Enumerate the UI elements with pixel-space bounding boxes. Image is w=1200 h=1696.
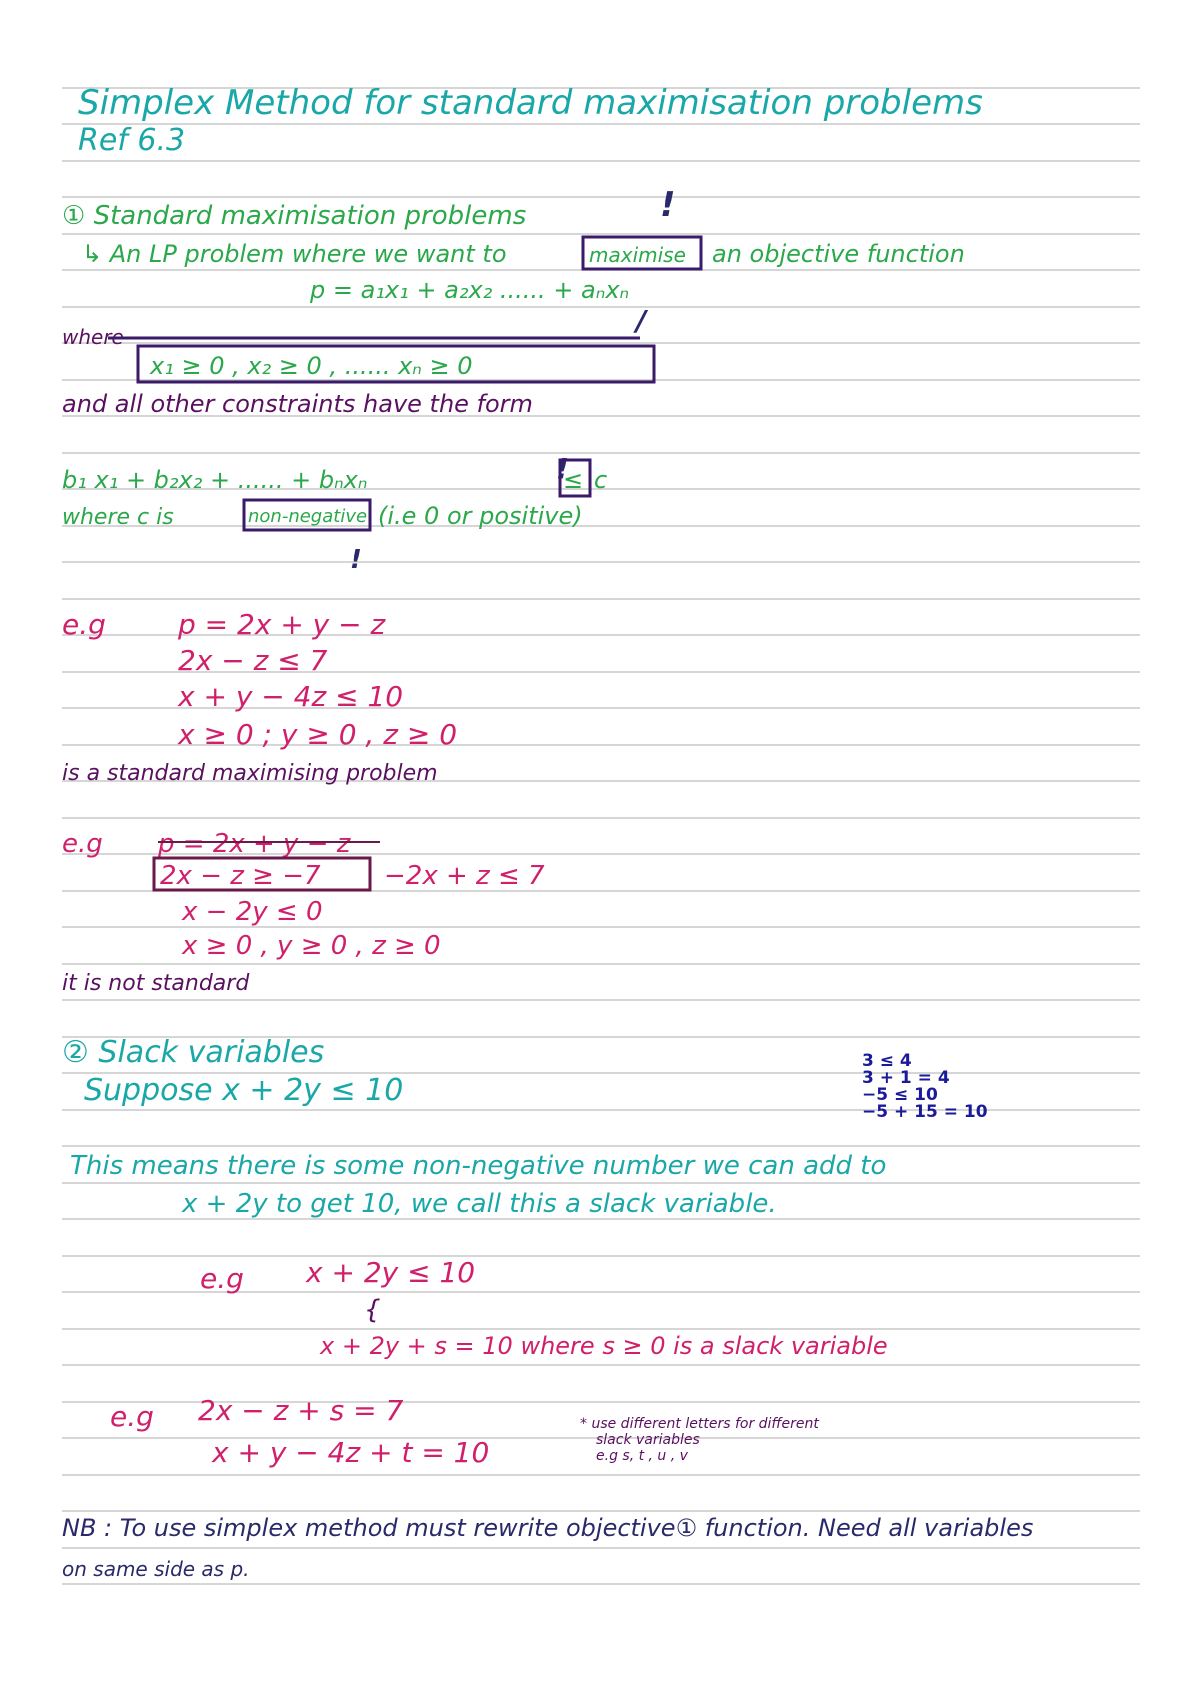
slack-note-2: slack variables [596, 1432, 700, 1448]
example2-rewrite: −2x + z ≤ 7 [384, 861, 545, 891]
inequality-rhs: c [594, 466, 608, 494]
side-note-3: −5 ≤ 10 [862, 1085, 938, 1105]
slack-eg-brace: { [364, 1295, 381, 1325]
reference-label: Ref 6.3 [78, 123, 186, 158]
where-c-prefix: where c is [62, 505, 174, 530]
inequality-form: b₁ x₁ + b₂x₂ + ...... + bₙxₙ [62, 466, 368, 494]
example1-label: e.g [62, 608, 106, 641]
nb-line-1: NB : To use simplex method must rewrite objective① function. Need all variables [62, 1514, 1034, 1542]
nb-line-2: on same side as p. [62, 1557, 250, 1581]
definition-suffix: an objective function [712, 240, 965, 268]
slack-note-3: e.g s, t , u , v [596, 1448, 688, 1464]
example1-line-3: x + y − 4z ≤ 10 [178, 680, 404, 713]
side-note-2: 3 + 1 = 4 [862, 1068, 950, 1088]
slack-eg-line-1: x + 2y ≤ 10 [306, 1256, 476, 1289]
example1-line-4: x ≥ 0 ; y ≥ 0 , z ≥ 0 [178, 718, 458, 751]
leq-symbol: ≤ [563, 466, 584, 494]
exclaim-mark: ! [660, 185, 676, 225]
definition-boxed-word: maximise [589, 243, 686, 267]
slack-eg2-line-2: x + y − 4z + t = 10 [212, 1436, 490, 1469]
side-note-1: 3 ≤ 4 [862, 1051, 912, 1071]
non-negativity-constraints: x₁ ≥ 0 , x₂ ≥ 0 , ...... xₙ ≥ 0 [150, 352, 473, 380]
example1-line-1: p = 2x + y − z [178, 608, 386, 641]
example2-boxed-line: 2x − z ≥ −7 [160, 861, 321, 891]
example2-line-4: x ≥ 0 , y ≥ 0 , z ≥ 0 [182, 931, 441, 961]
example2-label: e.g [62, 829, 103, 859]
slack-description-1: This means there is some non-negative number we can add to [70, 1151, 887, 1181]
objective-formula: p = a₁x₁ + a₂x₂ ...... + aₙxₙ [310, 276, 630, 304]
suppose-line: Suppose x + 2y ≤ 10 [84, 1073, 404, 1108]
exclaim-mark-2: / [636, 304, 647, 337]
definition-prefix: ↳ An LP problem where we want to [82, 240, 507, 268]
example2-line-1: p = 2x + y − z [158, 829, 351, 859]
example1-conclusion: is a standard maximising problem [62, 761, 438, 786]
non-negative-word: non-negative [248, 506, 368, 527]
where-label: where [62, 325, 124, 349]
slack-note-1: * use different letters for different [580, 1416, 819, 1432]
slack-eg2-line-1: 2x − z + s = 7 [198, 1394, 404, 1427]
constraints-form-line: and all other constraints have the form [62, 390, 533, 418]
example1-line-2: 2x − z ≤ 7 [178, 644, 328, 677]
example2-line-3: x − 2y ≤ 0 [182, 897, 323, 927]
page-title: Simplex Method for standard maximisation problems [78, 83, 983, 123]
side-note-4: −5 + 15 = 10 [862, 1102, 988, 1122]
exclaim-mark-3: ! [556, 452, 569, 485]
slack-eg-line-2: x + 2y + s = 10 where s ≥ 0 is a slack variable [320, 1332, 888, 1360]
where-c-suffix: (i.e 0 or positive) [378, 502, 583, 530]
exclaim-mark-4: ! [350, 545, 362, 575]
section2-heading: ② Slack variables [62, 1035, 325, 1070]
slack-eg2-label: e.g [110, 1400, 154, 1433]
example2-conclusion: it is not standard [62, 971, 250, 996]
slack-eg-label: e.g [200, 1262, 244, 1295]
slack-description-2: x + 2y to get 10, we call this a slack variable. [182, 1189, 777, 1219]
section1-heading: ① Standard maximisation problems [62, 201, 527, 231]
